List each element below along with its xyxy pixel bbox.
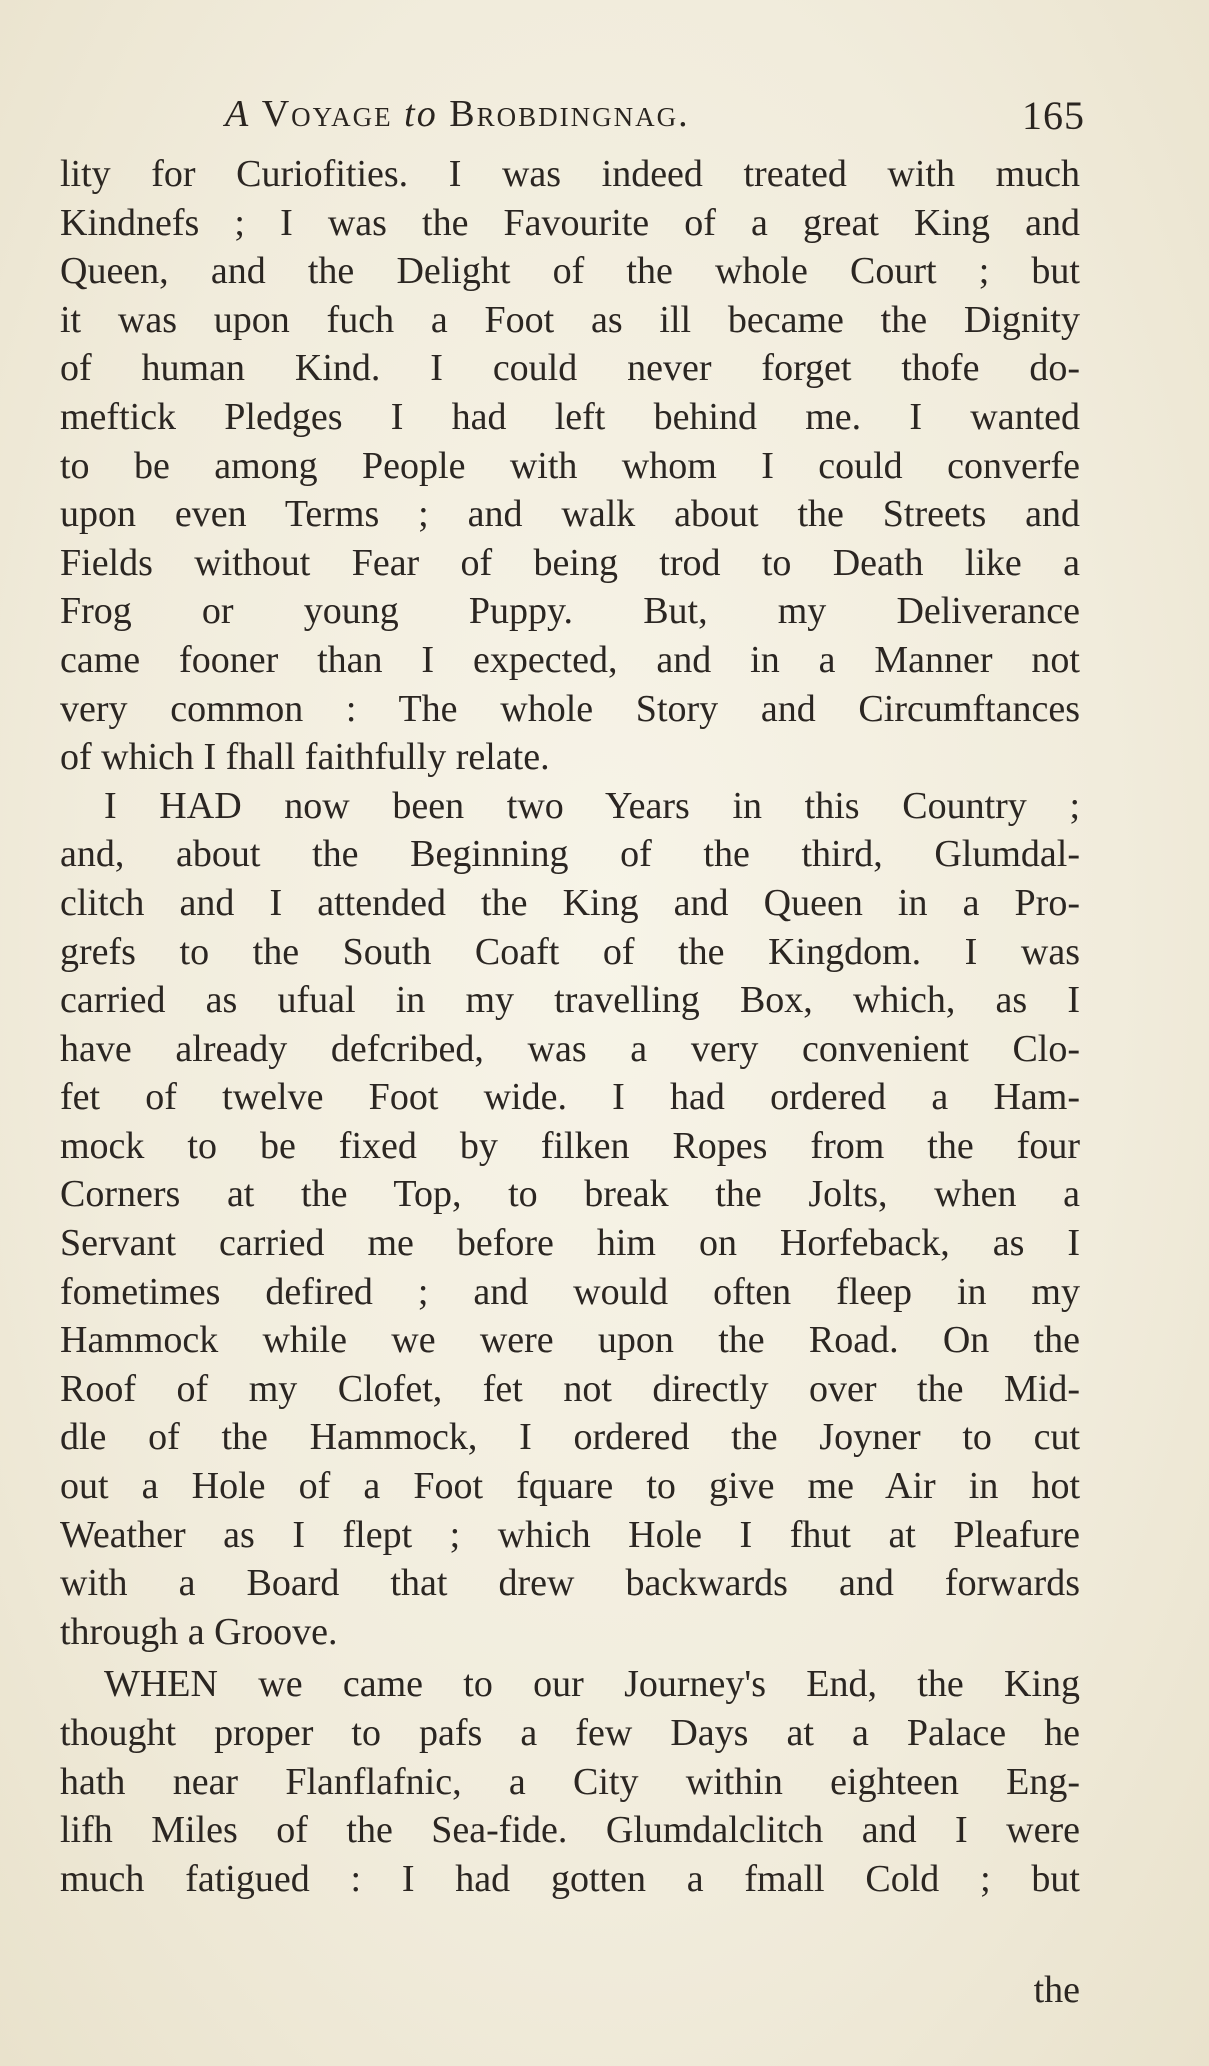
text-line: it was upon fuch a Foot as ill became the Dignity [60, 298, 1080, 341]
text-line: Queen, and the Delight of the whole Court ; but [60, 250, 1080, 293]
text-line: lifh Miles of the Sea-fide. Glumdalclitch and I were [60, 1809, 1080, 1852]
text-line: clitch and I attended the King and Queen in a Pro- [60, 881, 1080, 924]
text-line: Fields without Fear of being trod to Death like a [60, 541, 1080, 584]
text-line: through a Groove. [60, 1610, 338, 1653]
text-line: carried as ufual in my travelling Box, which, as I [60, 979, 1080, 1022]
text-line: of human Kind. I could never forget thofe do- [60, 347, 1080, 390]
text-line: with a Board that drew backwards and forwards [60, 1562, 1080, 1605]
text-line: thought proper to pafs a few Days at a Palace he [60, 1712, 1080, 1754]
page-number: 165 [1022, 93, 1085, 138]
running-title-to: to [404, 93, 438, 135]
text-line: came fooner than I expected, and in a Manner not [60, 638, 1080, 681]
text-line: out a Hole of a Foot fquare to give me Air in hot [60, 1465, 1080, 1508]
text-line: and, about the Beginning of the third, Glumdal- [60, 833, 1080, 876]
text-line: Servant carried me before him on Horfeback, as I [60, 1222, 1080, 1265]
catchword: the [1033, 1969, 1080, 2011]
text-line: dle of the Hammock, I ordered the Joyner to cut [60, 1416, 1080, 1459]
text-line: meftick Pledges I had left behind me. I wanted [60, 395, 1080, 438]
text-line: much fatigued : I had gotten a fmall Cold ; but [60, 1857, 1080, 1900]
text-line: I HAD now been two Years in this Country ; [104, 784, 1080, 827]
running-title-article: A [225, 93, 251, 135]
running-title-voyage: Voyage [261, 93, 393, 135]
running-header [225, 92, 1085, 142]
text-line: Roof of my Clofet, fet not directly over the Mid- [60, 1367, 1080, 1410]
text-line: very common : The whole Story and Circumftances [60, 687, 1080, 730]
text-line: hath near Flanflafnic, a City within eighteen Eng- [60, 1760, 1080, 1803]
text-line: fometimes defired ; and would often fleep in my [60, 1270, 1080, 1313]
text-line: Corners at the Top, to break the Jolts, when a [60, 1173, 1080, 1216]
text-line: Frog or young Puppy. But, my Deliverance [60, 590, 1080, 633]
running-title-place: Brobdingnag. [449, 93, 690, 135]
text-line: lity for Curiofities. I was indeed treated with much [60, 153, 1080, 195]
body-text [60, 150, 1080, 1903]
text-line: have already defcribed, was a very convenient Clo- [60, 1027, 1080, 1070]
running-title [225, 92, 690, 136]
text-line: fet of twelve Foot wide. I had ordered a Ham- [60, 1076, 1080, 1119]
text-line: grefs to the South Coaft of the Kingdom. I was [60, 930, 1080, 973]
text-line: WHEN we came to our Journey's End, the King [104, 1663, 1080, 1706]
text-line: Kindnefs ; I was the Favourite of a great King and [60, 201, 1080, 244]
text-line: Hammock while we were upon the Road. On the [60, 1319, 1080, 1362]
text-line: mock to be fixed by filken Ropes from the four [60, 1124, 1080, 1167]
text-line: Weather as I flept ; which Hole I fhut at Pleafure [60, 1513, 1080, 1556]
text-line: upon even Terms ; and walk about the Streets and [60, 493, 1080, 536]
text-line: of which I fhall faithfully relate. [60, 736, 550, 779]
text-line: to be among People with whom I could converfe [60, 444, 1080, 487]
